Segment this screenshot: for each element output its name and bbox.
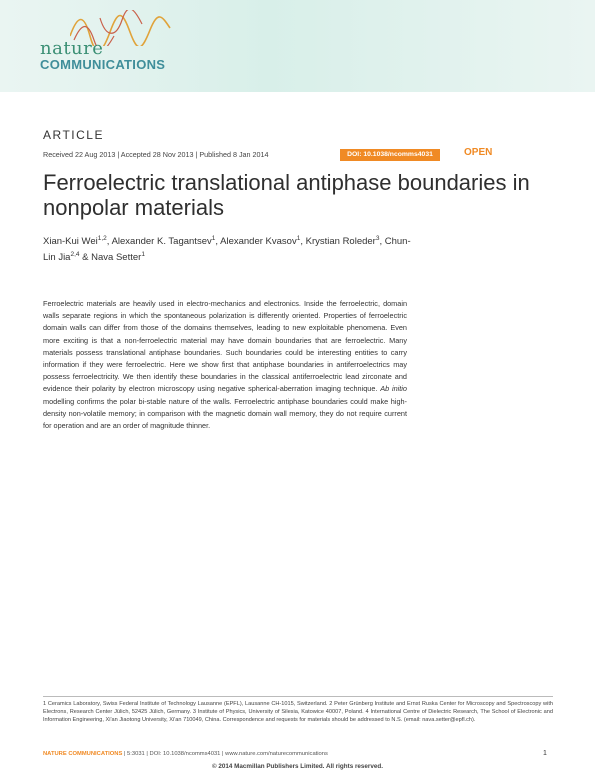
article-title: Ferroelectric translational antiphase boundaries in nonpolar materials — [43, 170, 530, 220]
abstract-text: Ferroelectric materials are heavily used in electro-mechanics and electronics. Inside the ferroelectric, domain walls separate regions in which the spontaneous polarization is differently oriented. Properties of ferroelectric domain walls can differ from those of the domains themselves, leading to new exploitable phenomena. Even more exciting is that a non-ferroelectric material may have domain boundaries that are ferroelectric. Many materials possess translational antiphase boundaries. Such boundaries could be interesting entities to carry information if they were ferroelectric. Here we show first that antiphase boundaries in antiferroelectrics may possess ferroelectricity. We then identify these boundaries in the classical antiferroelectric lead zirconate and evidence their polarity by electron microscopy using negative spherical-aberration imaging technique. Ab initio modelling confirms the polar bi-stable nature of the walls. Ferroelectric antiphase boundaries could make high-density non-volatile memory; in comparison with the magnetic domain wall memory, they do not require current for operation and are an order of magnitude thinner. — [43, 299, 407, 431]
publication-dates: Received 22 Aug 2013 | Accepted 28 Nov 2013 | Published 8 Jan 2014 — [43, 150, 269, 159]
journal-logo-nature: nature — [40, 38, 104, 59]
author-list: Xian-Kui Wei$^{1,2}$, Alexander K. Tagantsev$^1$, Alexander Kvasov$^1$, Krystian Roleder$^3$, Chun-Lin Jia$^{2,4}$ & Nava Setter$^1$ — [43, 235, 411, 264]
doi-badge[interactable]: DOI: 10.1038/ncomms4031 — [340, 149, 440, 161]
page-footer — [43, 751, 328, 757]
journal-logo-communications: COMMUNICATIONS — [40, 57, 166, 72]
author[interactable]: Krystian Roleder$^3$ — [305, 235, 380, 248]
footnote-divider — [43, 696, 553, 697]
journal-banner — [0, 0, 595, 92]
author[interactable]: Nava Setter$^1$ — [91, 251, 145, 264]
author[interactable]: Alexander K. Tagantsev$^1$ — [111, 235, 216, 248]
author[interactable]: Chun-Lin Jia$^{2,4}$ — [43, 236, 411, 264]
author[interactable]: Alexander Kvasov$^1$ — [220, 235, 301, 248]
author[interactable]: Xian-Kui Wei$^{1,2}$ — [43, 235, 107, 248]
footer-citation: | 5:3031 | DOI: 10.1038/ncomms4031 | www.nature.com/naturecommunications — [122, 751, 328, 757]
affiliation-footnotes: 1 Ceramics Laboratory, Swiss Federal Institute of Technology Lausanne (EPFL), Lausanne CH-1015, Switzerland. 2 Peter Grünberg Institute and Ernst Ruska Center for Microscopy and Spectroscopy with Electrons, Research Center Jülich, 52425 Jülich, Germany. 3 Institute of Physics, University of Silesia, Katowice 40007, Poland. 4 International Centre of Dielectric Research, The School of Electronic and Information Engineering, Xi'an Jiaotong University, Xi'an 710049, China. Correspondence and requests for materials should be addressed to N.S. (email: nava.setter@epfl.ch). — [43, 701, 553, 724]
footer-journal-name: NATURE COMMUNICATIONS — [43, 751, 123, 757]
open-access-label: OPEN — [464, 147, 493, 158]
copyright-notice: © 2014 Macmillan Publishers Limited. All rights reserved. — [212, 763, 383, 770]
article-type-label: ARTICLE — [43, 128, 104, 142]
page-number: 1 — [543, 750, 547, 757]
